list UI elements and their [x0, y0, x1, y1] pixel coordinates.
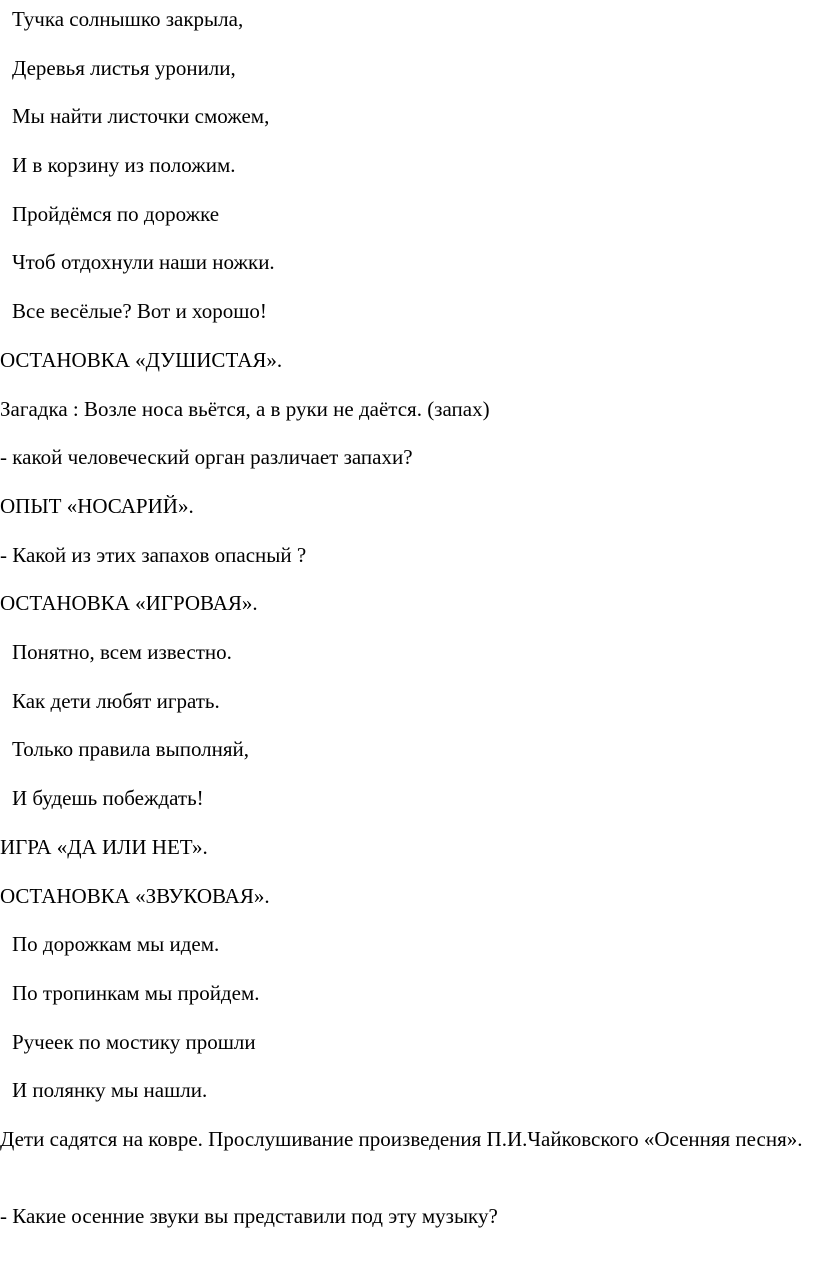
- poem-line: И в корзину из положим.: [12, 153, 236, 177]
- poem-line: Только правила выполняй,: [12, 737, 250, 761]
- poem-line: И будешь побеждать!: [12, 786, 204, 810]
- riddle-text: Загадка : Возле носа вьётся, а в руки не даётся. (запах): [0, 397, 490, 421]
- poem-line: Как дети любят играть.: [12, 689, 220, 713]
- question-text: - Какие осенние звуки вы представили под эту музыку?: [0, 1204, 498, 1228]
- section-heading: ОСТАНОВКА «ИГРОВАЯ».: [0, 591, 258, 615]
- section-heading: ОСТАНОВКА «ЗВУКОВАЯ».: [0, 884, 270, 908]
- section-heading: ИГРА «ДА ИЛИ НЕТ».: [0, 835, 208, 859]
- poem-line: Тучка солнышко закрыла,: [12, 7, 244, 31]
- poem-line: Все весёлые? Вот и хорошо!: [12, 299, 267, 323]
- poem-line: Пройдёмся по дорожке: [12, 202, 220, 226]
- poem-line: По дорожкам мы идем.: [12, 932, 220, 956]
- section-heading: ОПЫТ «НОСАРИЙ».: [0, 494, 194, 518]
- poem-line: Деревья листья уронили,: [12, 56, 236, 80]
- poem-line: Чтоб отдохнули наши ножки.: [12, 250, 275, 274]
- activity-description: Дети садятся на ковре. Прослушивание произведения П.И.Чайковского «Осенняя песня».: [0, 1127, 803, 1151]
- question-text: - Какой из этих запахов опасный ?: [0, 543, 307, 567]
- poem-line: Мы найти листочки сможем,: [12, 104, 270, 128]
- section-heading: ОСТАНОВКА «ДУШИСТАЯ».: [0, 348, 283, 372]
- question-text: - какой человеческий орган различает запахи?: [0, 445, 413, 469]
- poem-line: И полянку мы нашли.: [12, 1078, 208, 1102]
- poem-line: Ручеек по мостику прошли: [12, 1030, 256, 1054]
- poem-line: По тропинкам мы пройдем.: [12, 981, 260, 1005]
- poem-line: Понятно, всем известно.: [12, 640, 232, 664]
